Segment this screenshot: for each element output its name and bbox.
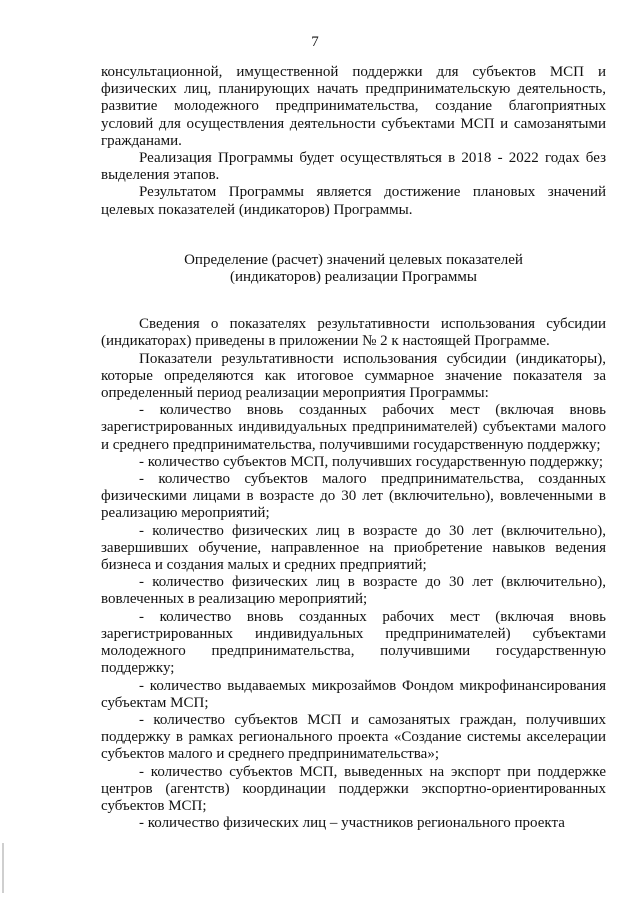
section-heading [101,252,606,286]
list-item: - количество выдаваемых микрозаймов Фондом микрофинансирования субъектам МСП; [101,677,606,711]
section-heading-line-1: Определение (расчет) значений целевых показателей [184,251,523,268]
scan-edge-mark [2,843,4,893]
list-item: - количество физических лиц в возрасте до 30 лет (включительно), вовлеченных в реализацию мероприятий; [101,574,606,608]
paragraph-program-result: Результатом Программы является достижение плановых значений целевых показателей (индикаторов) Программы. [101,184,606,218]
list-item: - количество субъектов МСП, выведенных на экспорт при поддержке центров (агентств) координации поддержки экспортно-ориентированных субъектов МСП; [101,763,606,814]
paragraph-indicator-info: Сведения о показателях результативности использования субсидии (индикаторах) приведены в приложении № 2 к настоящей Программе. [101,316,606,350]
indicator-list [101,402,606,832]
list-item: - количество физических лиц в возрасте до 30 лет (включительно), завершивших обучение, направленное на приобретение навыков ведения бизнеса и создания малых и средних предприятий; [101,522,606,574]
list-item: - количество физических лиц – участников регионального проекта [139,815,565,832]
list-item: - количество субъектов МСП, получивших государственную поддержку; [139,453,604,470]
paragraph-support-continuation: консультационной, имущественной поддержки для субъектов МСП и физических лиц, планирующих начать предпринимательскую деятельность, развитие молодежного предпринимательства, создание благоприятных условий для осуществления деятельности субъектами МСП и самозанятыми гражданами. [101,64,606,149]
paragraph-implementation-period: Реализация Программы будет осуществляться в 2018 - 2022 годах без выделения этапов. [101,150,606,184]
document-body [101,64,606,832]
list-item: - количество субъектов МСП и самозанятых граждан, получивших поддержку в рамках регионального проекта «Создание системы акселерации субъектов малого и среднего предпринимательства»; [101,711,606,763]
list-item: - количество вновь созданных рабочих мест (включая вновь зарегистрированных индивидуальных предпринимателей) субъектами молодежного предпринимательства, получившими государственную поддержку; [101,608,606,677]
section-body [101,316,606,832]
list-item: - количество субъектов малого предпринимательства, созданных физическими лицами в возрасте до 30 лет (включительно), вовлеченными в реализацию мероприятий; [101,471,606,522]
list-item: - количество вновь созданных рабочих мест (включая вновь зарегистрированных индивидуальных предпринимателей) субъектами малого и среднего предпринимательства, получившими государственную поддержку; [101,402,606,453]
paragraph-indicator-definition: Показатели результативности использования субсидии (индикаторы), которые определяются как итоговое суммарное значение показателя за определенный период реализации мероприятия Программы: [101,350,606,402]
page-number: 7 [311,34,319,50]
section-heading-line-2: (индикаторов) реализации Программы [230,269,477,286]
